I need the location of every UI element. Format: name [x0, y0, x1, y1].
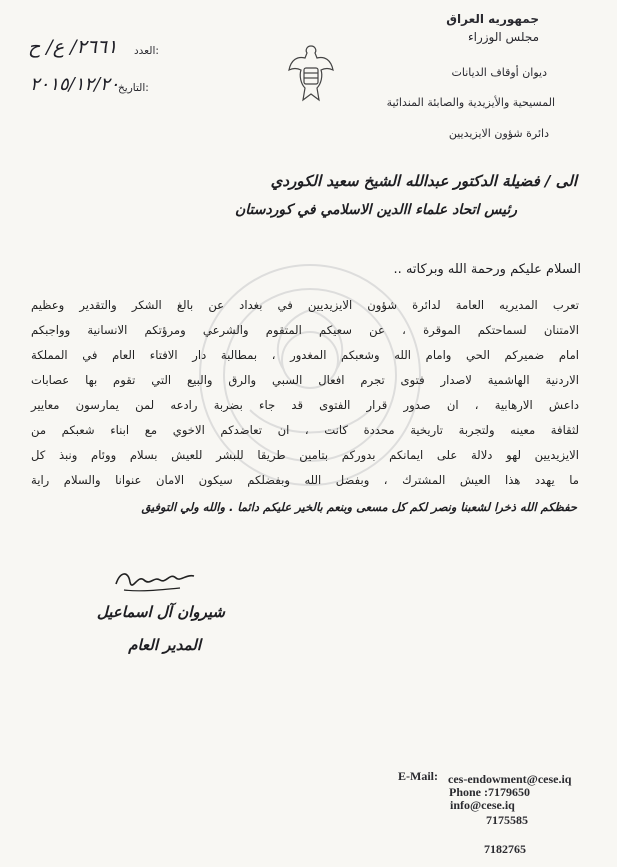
contact-number: 7175585 — [486, 813, 528, 827]
body-line: لثقافة معينه ولتجربة تاريخية محددة كانت ، ان تعاضدكم الاخوي مع ابناء شعبكم من — [31, 423, 579, 437]
header-council: مجلس الوزراء — [467, 30, 539, 44]
contact-number: 7182765 — [484, 842, 526, 856]
number-label: العدد: — [134, 45, 159, 57]
number-value: ٢٦٦١/ ع/ ح — [28, 36, 118, 58]
body-line: امام ضميركم الحي وامام الله وشعبكم المغدور ، بمطالبة دار الافتاء العام في المملكة — [31, 348, 579, 362]
date-value: ٢٠١٥/١٢/٢٠ — [30, 74, 120, 95]
header-religions: المسيحية والأيزيدية والصابئة المندائية — [386, 96, 555, 109]
handwritten-signature — [110, 562, 200, 598]
contact-email: ces-endowment@cese.iq — [448, 772, 572, 786]
signatory-title: المدير العام — [128, 636, 201, 654]
date-label: التاريخ: — [118, 82, 149, 94]
body-line: الاردنية الهاشمية لاصدار فتوى تجرم افعال السبي والرق والبيع التي تقوم بها عصابات — [31, 373, 579, 387]
body-line: ما يهدد هذا العيش المشترك ، وبفضل الله وبفضلكم سيكون الامان عنوانا والسلام راية — [31, 473, 579, 487]
contact-phone: Phone :7179650 — [449, 785, 530, 799]
contact-info-email: info@cese.iq — [450, 798, 515, 812]
body-line: داعش الارهابية ، ان صدور قرار الفتوى قد جاء بضربة رادعه لمن يمارسون معايير — [31, 398, 579, 412]
body-line: الامتنان لسماحتكم الموقرة ، عن سعيكم المتقوم والشرعي ومرؤتكم الانسانية وواجبكم — [31, 323, 579, 337]
signatory-name: شيروان آل اسماعيل — [96, 603, 225, 621]
header-country: جمهوريه العراق — [446, 12, 539, 26]
addressee-title: رئيس اتحاد علماء االدين الاسلامي في كوردستان — [234, 202, 517, 218]
greeting: السلام عليكم ورحمة الله وبركاته .. — [393, 262, 581, 277]
header-diwan: ديوان أوقاف الديانات — [451, 66, 547, 79]
header-department: دائرة شؤون الايزيديين — [448, 127, 549, 140]
addressee-line: الى / فضيلة الدكتور عبدالله الشيخ سعيد الكوردي — [270, 172, 577, 190]
iraq-eagle-emblem — [283, 40, 339, 106]
email-label: E-Mail: — [398, 769, 438, 783]
body-line: الايزيديين لهو دلالة على ايمانكم بدوركم بتامين طريقا للبشر للعيش بسلام ووئام ونبذ كل — [31, 448, 579, 462]
closing-line: حفظكم الله ذخرا لشعبنا ونصر لكم كل مسعى وبنعم بالخير عليكم دائما . والله ولي التوفيق — [141, 500, 577, 514]
body-line: تعرب المديريه العامة لدائرة شؤون الايزيديين في بغداد عن بالغ الشكر والتقدير وعظيم — [31, 298, 579, 312]
